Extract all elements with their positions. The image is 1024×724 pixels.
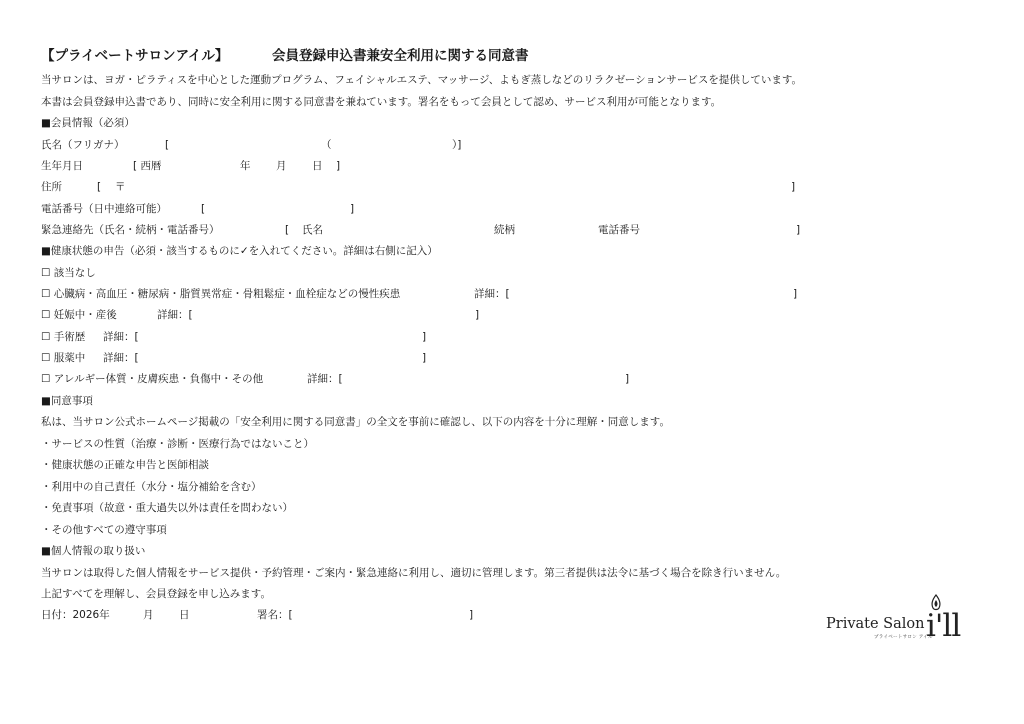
consent-item: ・健康状態の正確な申告と医師相談	[41, 459, 209, 471]
privacy-text: 当サロンは取得した個人情報をサービス提供・予約管理・ご案内・緊急連絡に利用し、適切に管理します。第三者提供は法令に基づく場合を除き行いません。	[41, 567, 787, 579]
health-item-label: 心臓病・高血圧・糖尿病・脂質異常症・骨粗鬆症・血栓症などの慢性疾患	[53, 288, 401, 300]
consent-item: ・その他すべての遵守事項	[41, 524, 167, 536]
name-row	[41, 138, 521, 152]
phone-field-open[interactable]: [	[201, 203, 206, 215]
consent-item: ・利用中の自己責任（水分・塩分補給を含む）	[41, 481, 262, 493]
health-item-chronic	[41, 287, 801, 301]
salon-name: 【プライベートサロンアイル】	[41, 48, 229, 64]
checkbox-icon[interactable]: ☐	[41, 331, 51, 343]
address-label: 住所	[41, 181, 62, 193]
birthdate-field-close: ]	[336, 160, 341, 172]
logo-mark: i'll	[926, 608, 961, 644]
checkbox-icon[interactable]: ☐	[41, 309, 51, 321]
phone-label: 電話番号（日中連絡可能）	[41, 203, 167, 215]
name-field-close: ）]	[452, 139, 462, 151]
emergency-phone-label: 電話番号	[598, 224, 640, 236]
emergency-contact-label: 緊急連絡先（氏名・続柄・電話番号）	[41, 224, 220, 236]
document-header	[41, 44, 529, 64]
birth-month-label: 月	[276, 160, 287, 172]
emergency-name-label: 氏名	[302, 224, 323, 236]
intro-line-2: 本書は会員登録申込書であり、同時に安全利用に関する同意書を兼ねています。署名をもって会員として認め、サービス利用が可能となります。	[41, 96, 722, 108]
name-label: 氏名（フリガナ）	[41, 139, 125, 151]
health-item-none	[41, 266, 96, 280]
detail-field-open[interactable]: 詳細：[	[103, 331, 139, 343]
logo-subtext: プライベートサロン アイル	[874, 635, 933, 640]
detail-field-close: ]	[422, 352, 427, 364]
health-item-pregnancy	[41, 308, 486, 322]
signature-field-close: ]	[469, 609, 474, 621]
birthdate-label: 生年月日	[41, 160, 83, 172]
checkbox-icon[interactable]: ☐	[41, 267, 51, 279]
detail-field-close: ]	[625, 373, 630, 385]
address-row	[41, 180, 801, 194]
health-item-medication	[41, 351, 436, 365]
postal-mark: 〒	[115, 181, 126, 193]
health-item-label: 妊娠中・産後	[53, 309, 117, 321]
birth-year-label: 年	[240, 160, 251, 172]
checkbox-icon[interactable]: ☐	[41, 288, 51, 300]
signature-field-open[interactable]: 署名：[	[257, 609, 293, 621]
date-signature-row	[41, 608, 481, 622]
health-item-surgery	[41, 330, 436, 344]
name-field-open[interactable]: [	[165, 139, 170, 151]
phone-field-close: ]	[350, 203, 355, 215]
checkbox-icon[interactable]: ☐	[41, 373, 51, 385]
consent-heading: ■同意事項	[41, 395, 93, 407]
birth-day-label: 日	[312, 160, 323, 172]
health-item-label: 手術歴	[53, 331, 86, 343]
emergency-field-close: ]	[796, 224, 801, 236]
emergency-contact-row	[41, 223, 811, 237]
birthdate-field-open[interactable]: [ 西暦	[133, 160, 162, 172]
detail-field-open[interactable]: 詳細：[	[157, 309, 193, 321]
intro-line-1: 当サロンは、ヨガ・ピラティスを中心とした運動プログラム、フェイシャルエステ、マッサージ、よもぎ蒸しなどのリラクゼーションサービスを提供しています。	[41, 74, 803, 86]
detail-field-close: ]	[793, 288, 798, 300]
date-label[interactable]: 日付：2026年	[41, 609, 110, 621]
detail-field-open[interactable]: 詳細：[	[474, 288, 510, 300]
date-day-label: 日	[179, 609, 190, 621]
consent-item: ・免責事項（故意・重大過失以外は責任を問わない）	[41, 502, 293, 514]
furigana-paren-open: （	[321, 139, 332, 151]
detail-field-close: ]	[422, 331, 427, 343]
consent-text: 私は、当サロン公式ホームページ掲載の「安全利用に関する同意書」の全文を事前に確認し、以下の内容を十分に理解・同意します。	[41, 416, 670, 428]
checkbox-icon[interactable]: ☐	[41, 352, 51, 364]
birthdate-row	[41, 159, 361, 173]
emergency-field-open[interactable]: [	[285, 224, 290, 236]
address-field-close: ]	[791, 181, 796, 193]
consent-item: ・サービスの性質（治療・診断・医療行為ではないこと）	[41, 438, 314, 450]
member-info-heading: ■会員情報（必須）	[41, 117, 135, 129]
emergency-relation-label: 続柄	[494, 224, 515, 236]
detail-field-open[interactable]: 詳細：[	[307, 373, 343, 385]
health-item-label: 服薬中	[53, 352, 86, 364]
address-field-open[interactable]: [	[97, 181, 102, 193]
health-item-label: アレルギー体質・皮膚疾患・負傷中・その他	[53, 373, 264, 385]
detail-field-open[interactable]: 詳細：[	[103, 352, 139, 364]
detail-field-close: ]	[475, 309, 480, 321]
salon-logo	[826, 594, 976, 654]
phone-row	[41, 202, 361, 216]
date-month-label: 月	[143, 609, 154, 621]
document-title: 会員登録申込書兼安全利用に関する同意書	[272, 48, 529, 64]
health-item-label: 該当なし	[53, 267, 96, 279]
health-heading: ■健康状態の申告（必須・該当するものに✓を入れてください。詳細は右側に記入）	[41, 245, 438, 257]
privacy-heading: ■個人情報の取り扱い	[41, 545, 146, 557]
logo-text: Private Salon	[826, 616, 925, 632]
closing-statement: 上記すべてを理解し、会員登録を申し込みます。	[41, 588, 271, 600]
health-item-allergy	[41, 372, 636, 386]
